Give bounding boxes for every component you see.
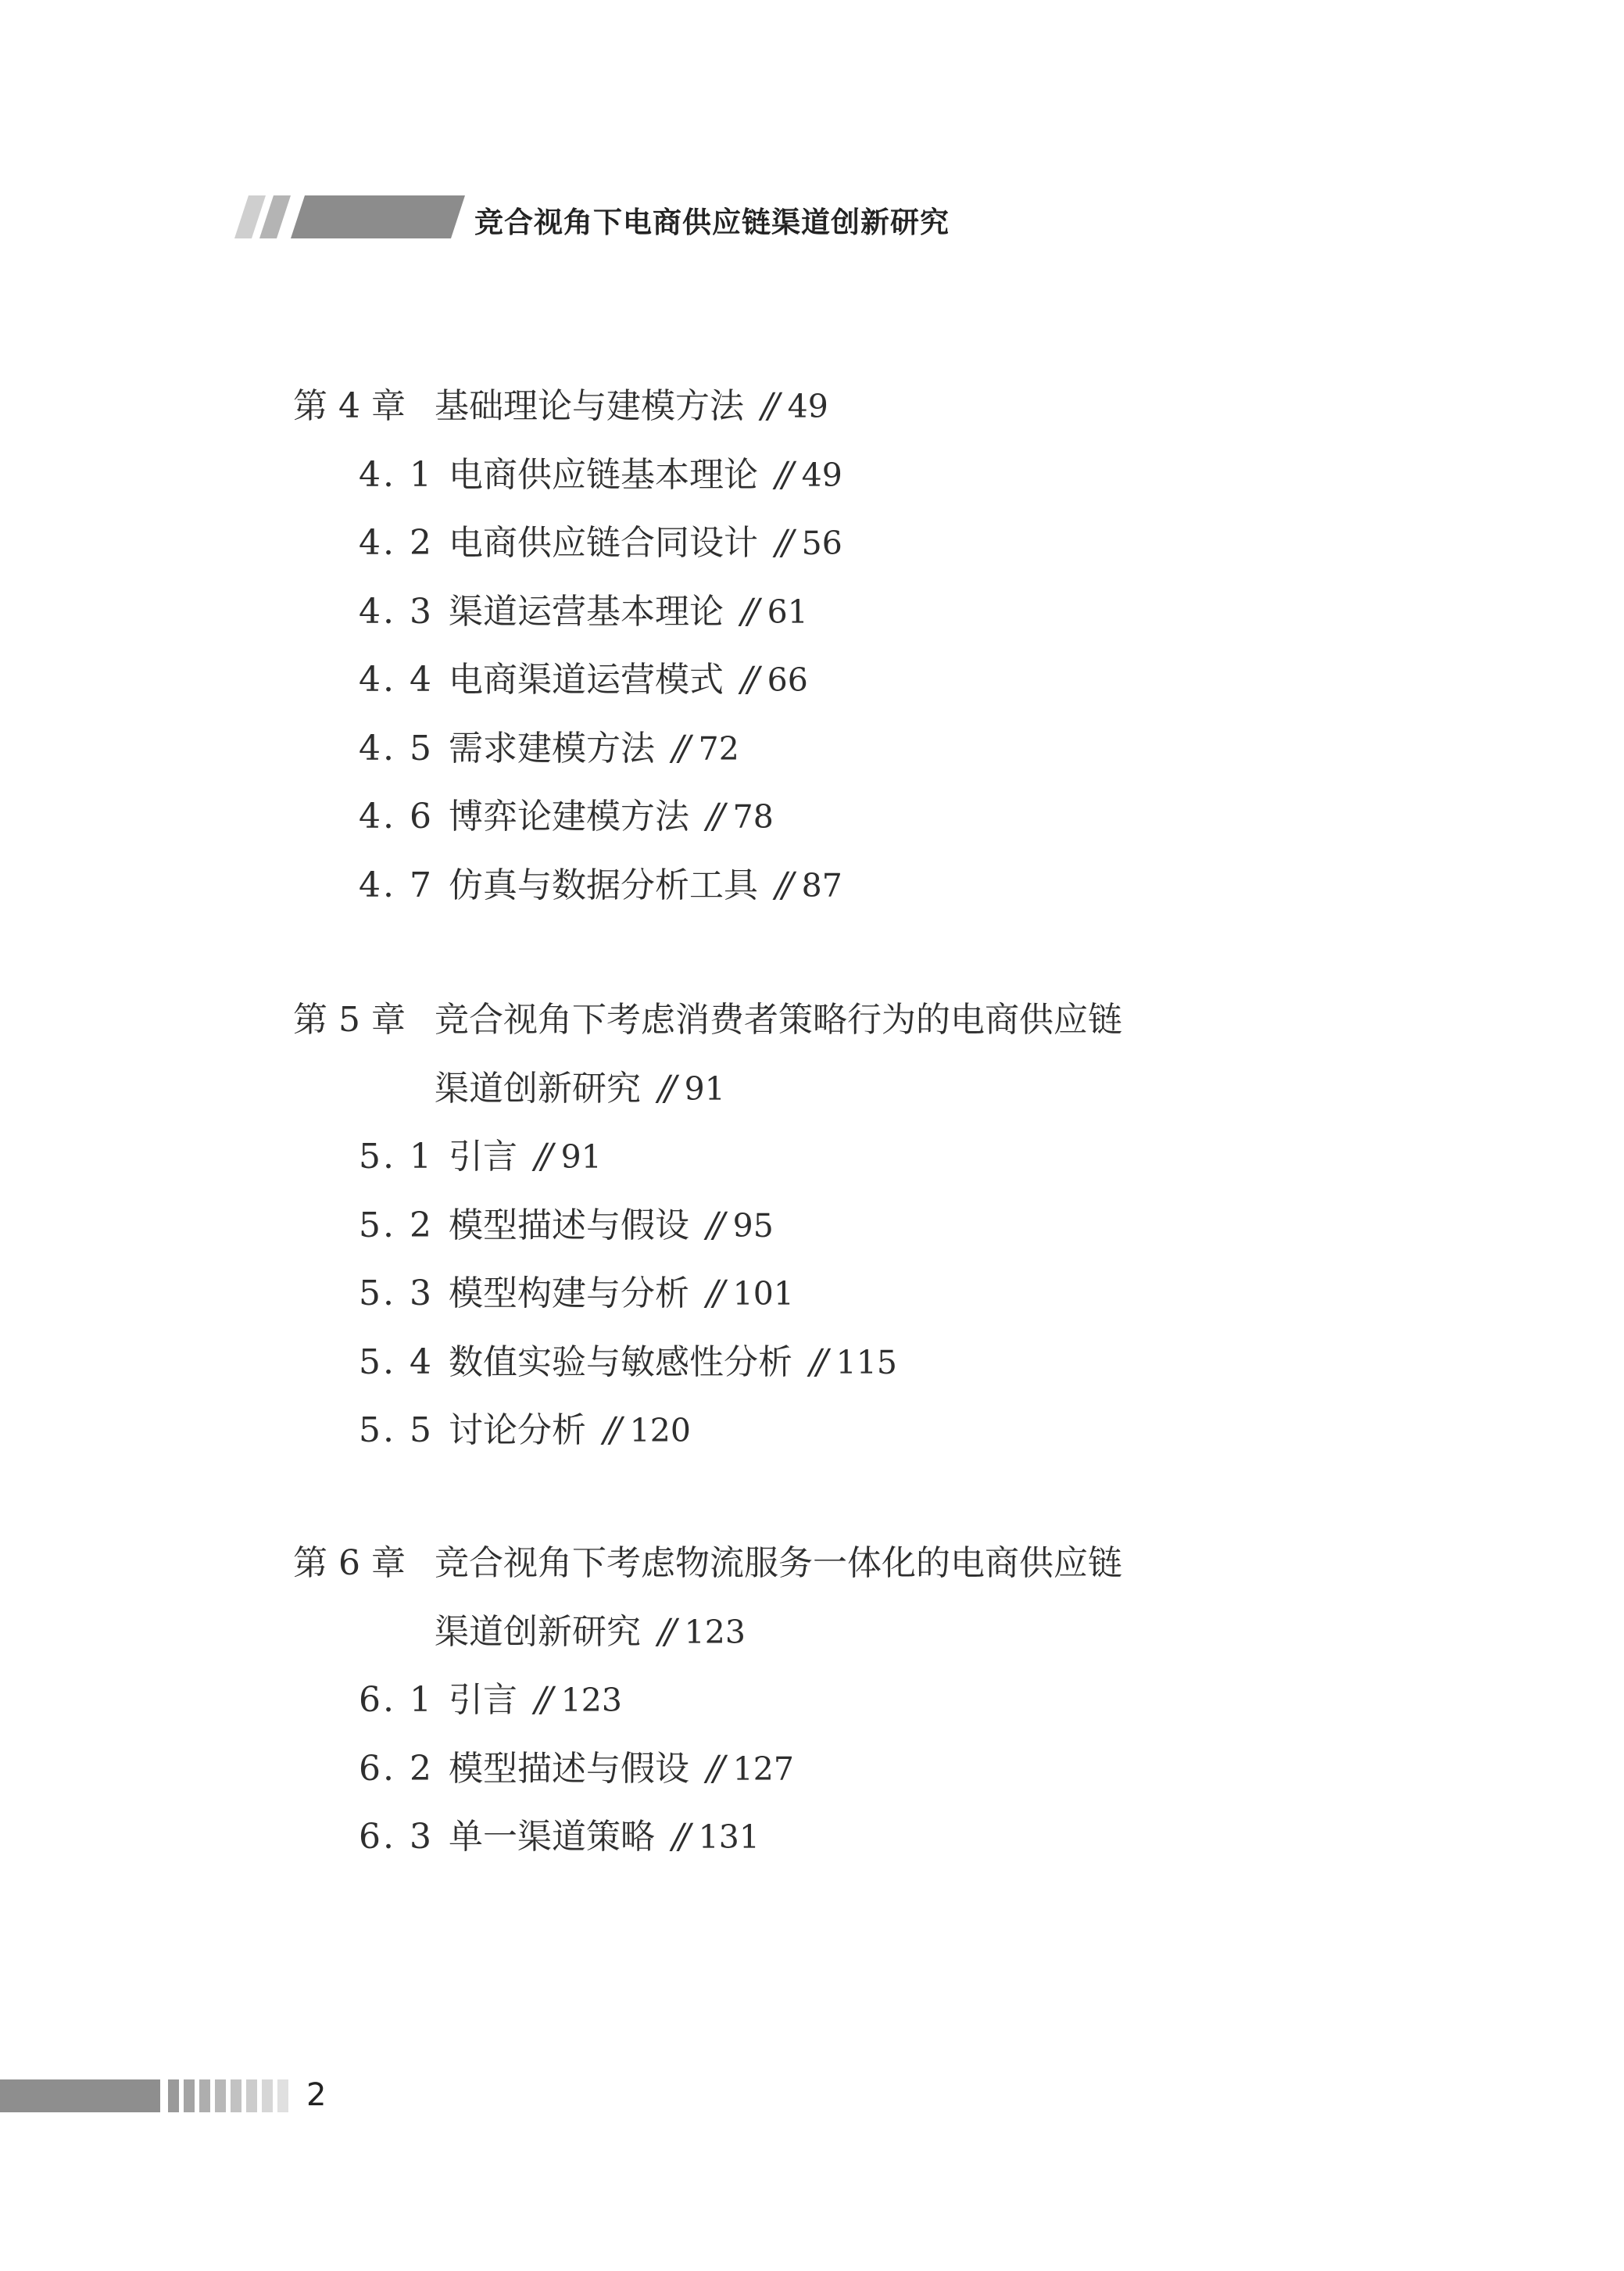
section-number: 5. 1	[359, 1137, 434, 1177]
section-title: 电商供应链合同设计 // 56	[449, 523, 842, 563]
section-number: 4. 2	[359, 523, 434, 563]
toc-page-number: 66	[767, 661, 808, 699]
toc-separator: //	[672, 1817, 686, 1857]
toc-page-number: 127	[732, 1750, 794, 1788]
section-number: 4. 1	[359, 454, 434, 495]
toc-separator: //	[741, 591, 755, 632]
toc-page-number: 101	[732, 1275, 794, 1313]
section-title: 模型描述与假设 // 95	[449, 1205, 774, 1245]
section-number: 5. 4	[359, 1341, 434, 1382]
toc-separator: //	[706, 1205, 721, 1245]
toc-separator: //	[761, 386, 775, 426]
toc-page-number: 78	[732, 798, 774, 836]
section-title: 电商渠道运营模式 // 66	[449, 660, 808, 700]
toc-separator: //	[672, 728, 686, 768]
section-title: 渠道运营基本理论 // 61	[449, 591, 808, 632]
section-number: 4. 7	[359, 865, 434, 905]
toc-page-number: 123	[684, 1613, 746, 1651]
toc-separator: //	[535, 1680, 549, 1720]
toc-separator: //	[706, 1273, 721, 1313]
toc-separator: //	[658, 1611, 672, 1652]
section-title: 引言 // 123	[449, 1680, 622, 1720]
chapter-title: 基础理论与建模方法 // 49	[435, 386, 828, 426]
section-number: 4. 6	[359, 797, 434, 836]
toc-page-number: 123	[560, 1682, 622, 1719]
section-number: 5. 5	[359, 1410, 434, 1450]
toc-separator: //	[706, 797, 721, 836]
section-number: 6. 3	[359, 1817, 434, 1857]
section-title: 引言 // 91	[449, 1137, 602, 1177]
section-number: 6. 1	[359, 1680, 434, 1720]
toc-page-number: 61	[767, 593, 808, 631]
toc-separator: //	[706, 1748, 721, 1789]
toc-separator: //	[775, 454, 789, 495]
section-title: 需求建模方法 // 72	[449, 728, 739, 768]
section-number: 5. 3	[359, 1273, 434, 1313]
page-number: 2	[306, 2077, 327, 2113]
toc-page-number: 49	[787, 388, 828, 425]
section-number: 4. 3	[359, 591, 434, 632]
section-title: 模型描述与假设 // 127	[449, 1748, 794, 1789]
toc-page-number: 115	[835, 1343, 897, 1381]
section-title: 讨论分析 // 120	[449, 1410, 691, 1450]
section-title: 单一渠道策略 // 131	[449, 1817, 760, 1857]
toc-page-number: 95	[732, 1206, 774, 1245]
section-title: 博弈论建模方法 // 78	[449, 797, 774, 836]
chapter-title: 渠道创新研究 // 123	[435, 1611, 746, 1652]
toc-separator: //	[603, 1410, 617, 1450]
running-header-title: 竞合视角下电商供应链渠道创新研究	[474, 206, 950, 239]
chapter-title: 竞合视角下考虑物流服务一体化的电商供应链	[435, 1543, 1122, 1583]
section-title: 电商供应链基本理论 // 49	[449, 454, 842, 495]
toc-page-number: 49	[801, 456, 842, 494]
toc-page-number: 120	[629, 1412, 691, 1449]
section-number: 4. 4	[359, 660, 434, 700]
section-number: 6. 2	[359, 1748, 434, 1789]
toc-separator: //	[535, 1137, 549, 1177]
toc-separator: //	[775, 523, 789, 563]
toc-page-number: 91	[560, 1138, 602, 1176]
chapter-label: 第 5 章	[293, 1000, 406, 1040]
toc-page-number: 87	[801, 866, 842, 904]
chapter-title: 竞合视角下考虑消费者策略行为的电商供应链	[435, 1000, 1122, 1040]
chapter-label: 第 6 章	[293, 1543, 406, 1583]
section-title: 仿真与数据分析工具 // 87	[449, 865, 842, 905]
section-title: 数值实验与敏感性分析 // 115	[449, 1341, 897, 1382]
chapter-label: 第 4 章	[293, 386, 406, 426]
toc-page-number: 56	[801, 525, 842, 562]
toc-separator: //	[741, 660, 755, 700]
chapter-title: 渠道创新研究 // 91	[435, 1068, 725, 1109]
toc-separator: //	[775, 865, 789, 905]
toc-page-number: 72	[698, 729, 739, 768]
toc-separator: //	[810, 1341, 824, 1382]
toc-page-number: 91	[684, 1069, 725, 1108]
section-number: 5. 2	[359, 1205, 434, 1245]
footer-bar-decoration	[0, 2079, 297, 2112]
section-number: 4. 5	[359, 728, 434, 768]
toc-page-number: 131	[698, 1818, 760, 1856]
section-title: 模型构建与分析 // 101	[449, 1273, 794, 1313]
toc-separator: //	[658, 1068, 672, 1109]
